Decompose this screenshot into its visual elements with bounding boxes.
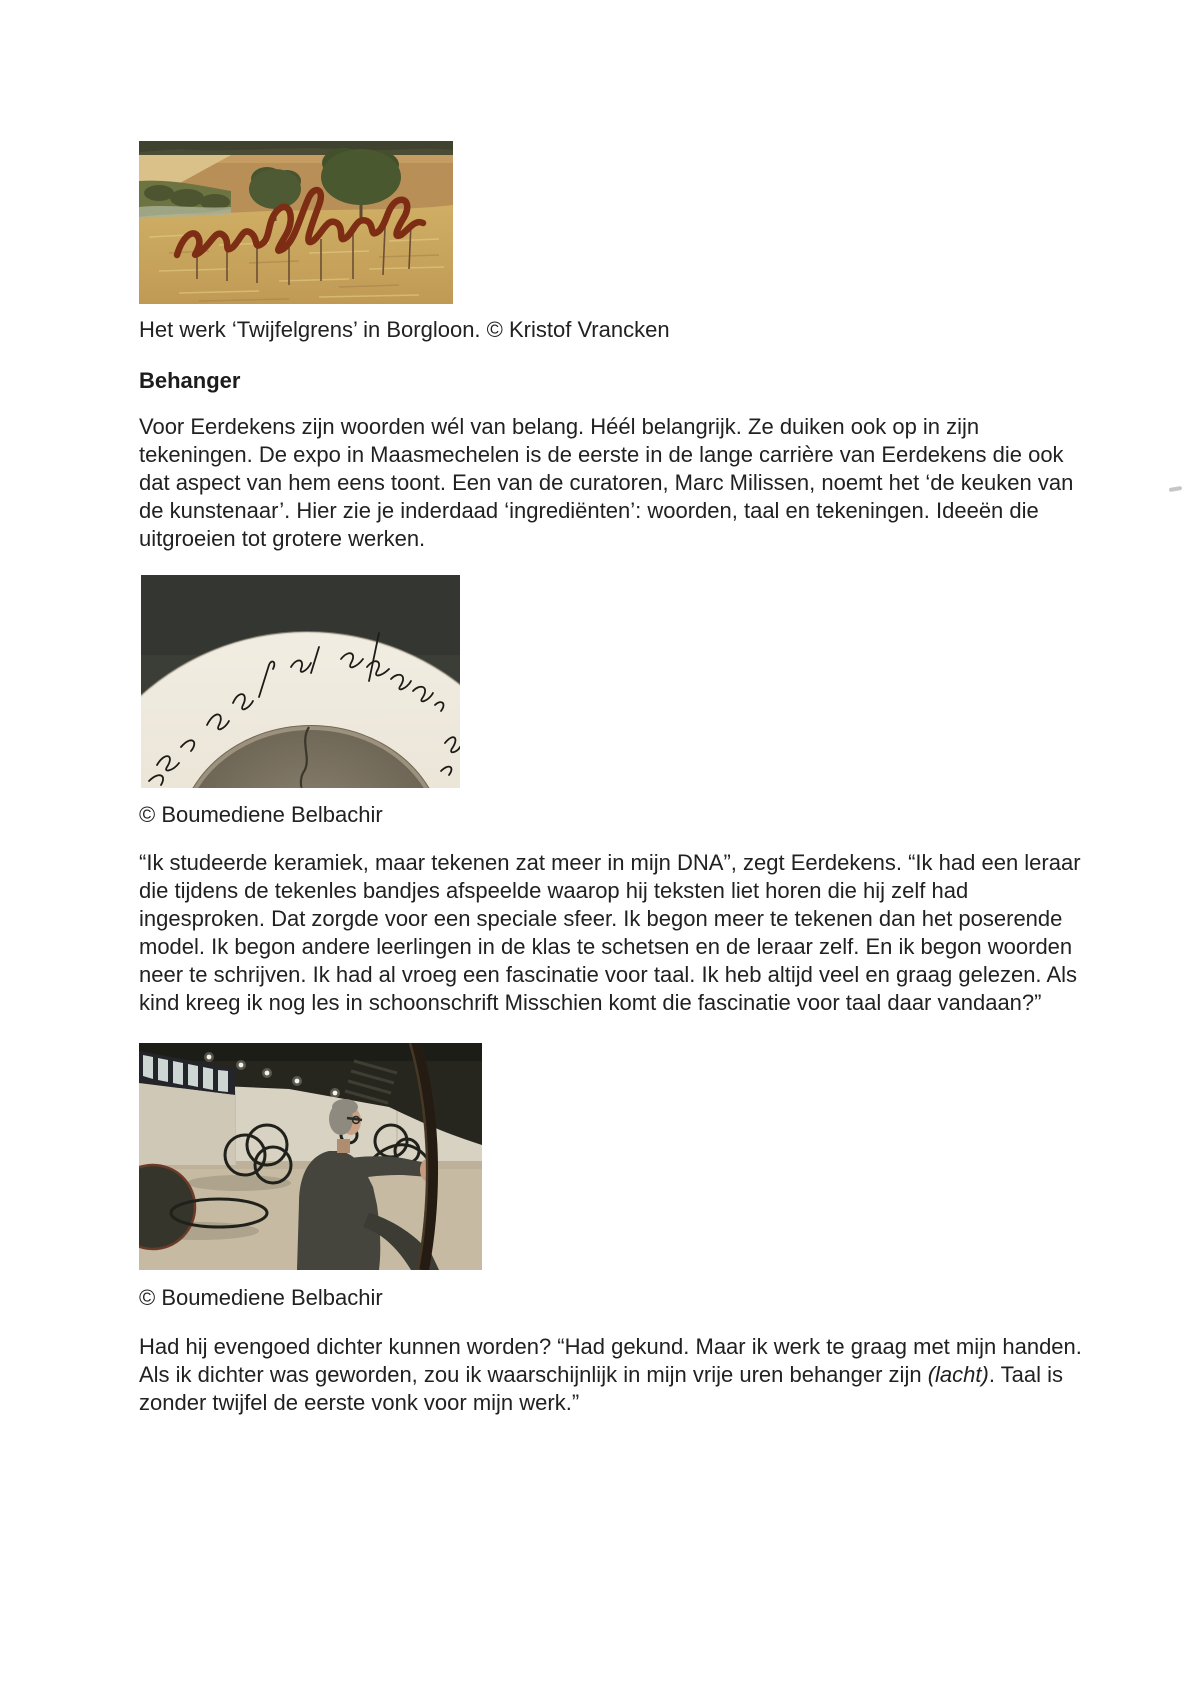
- section-heading-behanger: Behanger: [139, 368, 241, 393]
- paragraph-line: die tijdens de tekenles bandjes afspeelde waarop hij teksten liet horen die hij zelf had: [139, 878, 969, 903]
- paragraph-line: Had hij evengoed dichter kunnen worden? “Had gekund. Maar ik werk te graag met mijn handen.: [139, 1334, 1082, 1359]
- italic-lacht: (lacht): [927, 1362, 989, 1387]
- paragraph-line: zonder twijfel de eerste vonk voor mijn werk.”: [139, 1390, 580, 1415]
- paragraph-line: [139, 1361, 1082, 1389]
- caption-twijfelgrens: Het werk ‘Twijfelgrens’ in Borgloon. © Kristof Vrancken: [139, 317, 670, 342]
- field-sculpture-photo: [139, 141, 453, 304]
- paragraph-line: model. Ik begon andere leerlingen in de klas te schetsen en de leraar zelf. En ik begon woorden: [139, 934, 1073, 959]
- paragraph-line: dat aspect van hem eens toont. Een van de curatoren, Marc Milissen, noemt het ‘de keuken van: [139, 470, 1074, 495]
- ceramic-ring-illustration: [141, 575, 460, 788]
- paragraph-line: ingesproken. Dat zorgde voor een speciale sfeer. Ik begon meer te tekenen dan het poserende: [139, 906, 1063, 931]
- paragraph-line: de kunstenaar’. Hier zie je inderdaad ‘ingrediënten’: woorden, taal en tekeningen. Ideeën die: [139, 498, 1039, 523]
- ceramic-ring-photo: [141, 575, 460, 788]
- paragraph-line: Voor Eerdekens zijn woorden wél van belang. Héél belangrijk. Ze duiken ook op in zijn: [139, 414, 980, 439]
- artist-gallery-illustration: [139, 1043, 482, 1270]
- paragraph-dichter: [139, 1333, 1082, 1417]
- caption-ring-credit: © Boumediene Belbachir: [139, 802, 383, 827]
- paragraph-line: “Ik studeerde keramiek, maar tekenen zat meer in mijn DNA”, zegt Eerdekens. “Ik had een leraar: [139, 850, 1081, 875]
- paragraph-intro: [139, 413, 1073, 553]
- paragraph-keramiek: [139, 849, 1081, 1017]
- line-text: . Taal is: [988, 1362, 1063, 1387]
- paragraph-line: kind kreeg ik nog les in schoonschrift Misschien komt die fascinatie voor taal daar vandaan?”: [139, 990, 1042, 1015]
- paragraph-line: neer te schrijven. Ik had al vroeg een fascinatie voor taal. Ik heb altijd veel en graag gelezen. Als: [139, 962, 1078, 987]
- paragraph-line: tekeningen. De expo in Maasmechelen is de eerste in de lange carrière van Eerdekens die ook: [139, 442, 1064, 467]
- paragraph-line: uitgroeien tot grotere werken.: [139, 526, 426, 551]
- field-sculpture-illustration: [139, 141, 453, 304]
- scan-artifact-mark: [1169, 486, 1182, 492]
- caption-gallery-credit: © Boumediene Belbachir: [139, 1285, 383, 1310]
- line-text: Als ik dichter was geworden, zou ik waarschijnlijk in mijn vrije uren behanger zijn: [139, 1362, 928, 1387]
- artist-gallery-photo: [139, 1043, 482, 1270]
